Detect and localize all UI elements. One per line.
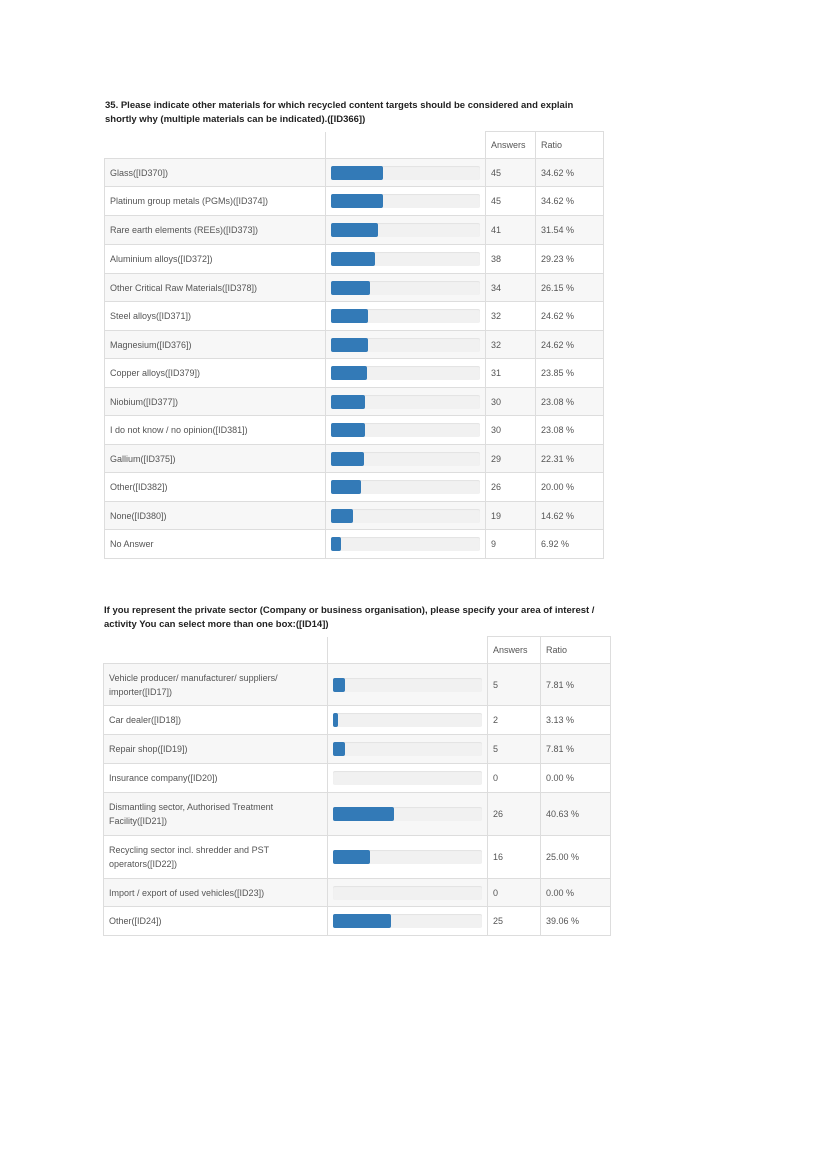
row-answers: 2: [488, 706, 541, 735]
row-bar-cell: [326, 274, 486, 302]
table-row: [104, 793, 611, 836]
table-row: [105, 274, 604, 302]
progress-bar-track: [331, 423, 480, 437]
row-ratio: 0.00 %: [541, 764, 611, 793]
row-bar-cell: [328, 664, 488, 706]
row-bar-cell: [326, 302, 486, 331]
row-label: Magnesium([ID376]): [105, 331, 326, 359]
row-bar-cell: [326, 473, 486, 502]
question-35-block: [104, 99, 605, 559]
progress-bar-track: [333, 807, 482, 821]
progress-bar-track: [333, 914, 482, 928]
table-row: [105, 359, 604, 388]
row-ratio: 3.13 %: [541, 706, 611, 735]
row-label: Repair shop([ID19]): [104, 735, 328, 764]
progress-bar-fill: [333, 742, 345, 756]
row-answers: 9: [486, 530, 536, 559]
row-ratio: 20.00 %: [536, 473, 604, 502]
header-bar-spacer: [326, 132, 486, 159]
row-label: Steel alloys([ID371]): [105, 302, 326, 331]
question-title: If you represent the private sector (Company or business organisation), please specify your area of interest / activity You can select more than one box:([ID14]): [104, 605, 595, 630]
row-label: Other([ID382]): [105, 473, 326, 502]
header-answers: Answers: [488, 637, 541, 664]
row-label: Other([ID24]): [104, 907, 328, 936]
table-row: [104, 907, 611, 936]
row-label: None([ID380]): [105, 502, 326, 530]
row-bar-cell: [326, 331, 486, 359]
progress-bar-fill: [333, 678, 345, 692]
row-label: Platinum group metals (PGMs)([ID374]): [105, 187, 326, 216]
row-answers: 45: [486, 187, 536, 216]
results-table: [104, 131, 604, 559]
row-bar-cell: [326, 502, 486, 530]
row-label: Dismantling sector, Authorised Treatment Facility([ID21]): [104, 793, 328, 836]
row-ratio: 34.62 %: [536, 187, 604, 216]
row-bar-cell: [328, 706, 488, 735]
table-header-row: [104, 637, 611, 664]
progress-bar-track: [331, 281, 480, 295]
progress-bar-track: [331, 194, 480, 208]
row-label: Gallium([ID375]): [105, 445, 326, 473]
row-label: Aluminium alloys([ID372]): [105, 245, 326, 274]
row-ratio: 40.63 %: [541, 793, 611, 836]
row-ratio: 31.54 %: [536, 216, 604, 245]
row-answers: 0: [488, 879, 541, 907]
row-answers: 30: [486, 388, 536, 416]
progress-bar-fill: [333, 914, 391, 928]
row-bar-cell: [326, 187, 486, 216]
row-answers: 41: [486, 216, 536, 245]
table-row: [105, 416, 604, 445]
row-answers: 32: [486, 331, 536, 359]
row-answers: 32: [486, 302, 536, 331]
progress-bar-track: [331, 223, 480, 237]
progress-bar-track: [331, 509, 480, 523]
progress-bar-track: [331, 166, 480, 180]
table-row: [105, 445, 604, 473]
progress-bar-fill: [331, 423, 365, 437]
table-row: [105, 388, 604, 416]
progress-bar-track: [333, 678, 482, 692]
row-ratio: 7.81 %: [541, 735, 611, 764]
progress-bar-fill: [331, 281, 370, 295]
row-label: Glass([ID370]): [105, 159, 326, 187]
row-answers: 16: [488, 836, 541, 879]
table-row: [105, 530, 604, 559]
progress-bar-fill: [331, 223, 378, 237]
progress-bar-fill: [331, 166, 383, 180]
row-bar-cell: [326, 245, 486, 274]
table-row: [104, 706, 611, 735]
row-bar-cell: [326, 359, 486, 388]
table-row: [104, 879, 611, 907]
row-ratio: 26.15 %: [536, 274, 604, 302]
row-ratio: 14.62 %: [536, 502, 604, 530]
row-bar-cell: [326, 530, 486, 559]
row-bar-cell: [328, 735, 488, 764]
row-bar-cell: [328, 836, 488, 879]
row-answers: 30: [486, 416, 536, 445]
progress-bar-track: [331, 338, 480, 352]
question-title: 35. Please indicate other materials for which recycled content targets should be considered and explain shortly why (multiple materials can be indicated).([ID366]): [105, 100, 574, 125]
progress-bar-track: [333, 771, 482, 785]
progress-bar-track: [331, 395, 480, 409]
row-answers: 34: [486, 274, 536, 302]
row-label: Recycling sector incl. shredder and PST operators([ID22]): [104, 836, 328, 879]
row-ratio: 23.85 %: [536, 359, 604, 388]
table-row: [104, 764, 611, 793]
table-body: [104, 664, 611, 936]
row-answers: 26: [488, 793, 541, 836]
row-answers: 38: [486, 245, 536, 274]
row-label: Import / export of used vehicles([ID23]): [104, 879, 328, 907]
progress-bar-fill: [331, 252, 375, 266]
row-label: Other Critical Raw Materials([ID378]): [105, 274, 326, 302]
progress-bar-fill: [331, 537, 341, 551]
progress-bar-fill: [331, 194, 383, 208]
row-bar-cell: [326, 388, 486, 416]
table-row: [105, 302, 604, 331]
row-ratio: 0.00 %: [541, 879, 611, 907]
progress-bar-track: [331, 452, 480, 466]
progress-bar-fill: [331, 452, 364, 466]
progress-bar-track: [331, 309, 480, 323]
table-row: [105, 502, 604, 530]
row-label: Rare earth elements (REEs)([ID373]): [105, 216, 326, 245]
row-ratio: 34.62 %: [536, 159, 604, 187]
progress-bar-track: [331, 537, 480, 551]
progress-bar-fill: [333, 807, 394, 821]
progress-bar-fill: [331, 338, 368, 352]
progress-bar-track: [333, 850, 482, 864]
row-answers: 5: [488, 735, 541, 764]
row-ratio: 39.06 %: [541, 907, 611, 936]
table-row: [104, 735, 611, 764]
row-bar-cell: [326, 159, 486, 187]
row-bar-cell: [326, 216, 486, 245]
row-label: Car dealer([ID18]): [104, 706, 328, 735]
row-label: Insurance company([ID20]): [104, 764, 328, 793]
row-bar-cell: [328, 793, 488, 836]
row-bar-cell: [328, 764, 488, 793]
row-label: I do not know / no opinion([ID381]): [105, 416, 326, 445]
table-row: [105, 216, 604, 245]
row-answers: 31: [486, 359, 536, 388]
progress-bar-track: [333, 742, 482, 756]
progress-bar-fill: [333, 713, 338, 727]
header-label-spacer: [104, 637, 328, 664]
row-ratio: 6.92 %: [536, 530, 604, 559]
table-header-row: [105, 132, 604, 159]
progress-bar-fill: [331, 309, 368, 323]
table-row: [104, 836, 611, 879]
row-answers: 25: [488, 907, 541, 936]
row-label: No Answer: [105, 530, 326, 559]
progress-bar-fill: [331, 480, 361, 494]
row-label: Vehicle producer/ manufacturer/ suppliers/ importer([ID17]): [104, 664, 328, 706]
row-ratio: 24.62 %: [536, 331, 604, 359]
table-row: [105, 245, 604, 274]
row-label: Copper alloys([ID379]): [105, 359, 326, 388]
row-bar-cell: [326, 445, 486, 473]
header-ratio: Ratio: [536, 132, 604, 159]
row-answers: 0: [488, 764, 541, 793]
row-answers: 29: [486, 445, 536, 473]
header-label-spacer: [105, 132, 326, 159]
question-14-block: [103, 604, 611, 936]
progress-bar-track: [333, 886, 482, 900]
header-bar-spacer: [328, 637, 488, 664]
table-row: [105, 159, 604, 187]
row-ratio: 23.08 %: [536, 416, 604, 445]
progress-bar-fill: [331, 366, 367, 380]
progress-bar-fill: [331, 509, 353, 523]
row-ratio: 24.62 %: [536, 302, 604, 331]
progress-bar-fill: [331, 395, 365, 409]
row-answers: 19: [486, 502, 536, 530]
header-ratio: Ratio: [541, 637, 611, 664]
row-ratio: 23.08 %: [536, 388, 604, 416]
progress-bar-track: [333, 713, 482, 727]
row-bar-cell: [328, 879, 488, 907]
table-row: [105, 187, 604, 216]
row-answers: 5: [488, 664, 541, 706]
progress-bar-fill: [333, 850, 370, 864]
progress-bar-track: [331, 366, 480, 380]
row-ratio: 29.23 %: [536, 245, 604, 274]
progress-bar-track: [331, 480, 480, 494]
results-table: [103, 636, 611, 936]
row-answers: 45: [486, 159, 536, 187]
table-body: [105, 159, 604, 559]
table-row: [105, 331, 604, 359]
row-bar-cell: [328, 907, 488, 936]
row-label: Niobium([ID377]): [105, 388, 326, 416]
row-ratio: 22.31 %: [536, 445, 604, 473]
row-bar-cell: [326, 416, 486, 445]
progress-bar-track: [331, 252, 480, 266]
table-row: [105, 473, 604, 502]
row-answers: 26: [486, 473, 536, 502]
row-ratio: 7.81 %: [541, 664, 611, 706]
header-answers: Answers: [486, 132, 536, 159]
table-row: [104, 664, 611, 706]
row-ratio: 25.00 %: [541, 836, 611, 879]
